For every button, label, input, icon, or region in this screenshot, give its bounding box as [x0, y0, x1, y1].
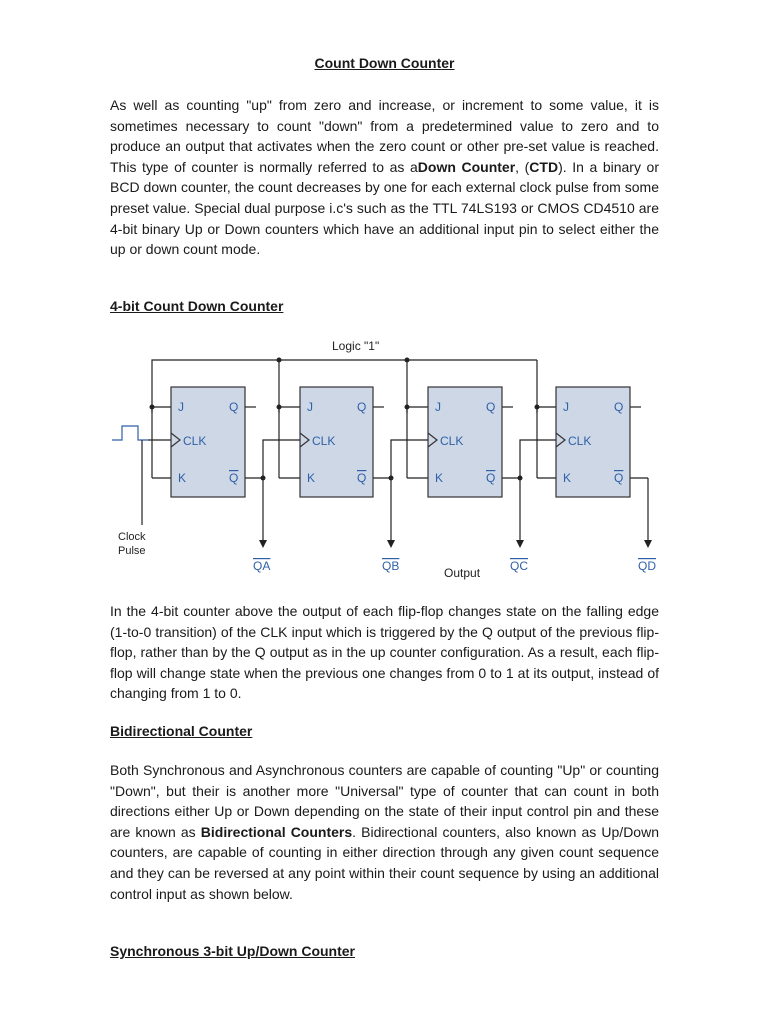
ff4-clk-label: CLK	[568, 434, 592, 448]
clock-label-line2: Pulse	[118, 545, 146, 557]
output-qd: QD	[638, 559, 656, 573]
intro-text-3: ). In a binary or BCD down counter, the count decreases by one for each external clock pulse from some preset value. Special dual purpose i.c's such as the TTL 74LS193 or CMOS CD4510 are 4-bit binary Up or Down counters which have an additional input pin to select either the up or down count mode.	[110, 158, 659, 258]
ff2-clk-label: CLK	[312, 434, 336, 448]
clock-label-line1: Clock	[118, 531, 146, 543]
ff4-qbar-label: Q	[614, 471, 624, 485]
intro-paragraph	[110, 95, 659, 260]
output-qa: QA	[253, 559, 271, 573]
intro-text-1: As well as counting "up" from zero and increase, or increment to some value, it is sometimes necessary to count "down" from a predetermined value to zero and to produce an output that activates when the zero count or other pre-set value is reached. This type of counter is normally referred to as a	[110, 97, 659, 175]
ff3-j-label: J	[435, 400, 441, 414]
output-qc: QC	[510, 559, 528, 573]
ff2-qbar-label: Q	[357, 471, 367, 485]
flip-flop-1	[171, 387, 245, 497]
intro-bold-ctd: CTD	[529, 158, 559, 175]
ff1-qbar-label: Q	[229, 471, 239, 485]
section-heading-updown: Synchronous 3-bit Up/Down Counter	[110, 943, 355, 959]
count-down-counter-diagram	[110, 330, 670, 590]
ff4-k-label: K	[563, 471, 572, 485]
ff2-q-label: Q	[357, 400, 367, 414]
bidir-text-1: Both Synchronous and Asynchronous counters are capable of counting "Up" or counting "Down", but their is another more "Universal" type of counter that can count in both directions either Up or Down depending on the state of their input control pin and these are known as	[110, 762, 659, 840]
explanation-paragraph: In the 4-bit counter above the output of each flip-flop changes state on the falling edge (1-to-0 transition) of the CLK input which is triggered by the Q output of the previous flip-flop, rather than by the Q output as in the up counter configuration. As a result, each flip-flop will change state when the previous one changes from 0 to 1 at its output, instead of changing from 1 to 0.	[110, 603, 659, 702]
output-arrows	[259, 540, 652, 548]
flip-flop-2	[300, 387, 373, 497]
intro-bold-down-counter: Down Counter	[417, 158, 516, 175]
section-heading-4bit: 4-bit Count Down Counter	[110, 298, 284, 314]
flip-flop-4	[556, 387, 630, 497]
ff3-k-label: K	[435, 471, 444, 485]
ff3-qbar-label: Q	[486, 471, 496, 485]
ff4-j-label: J	[563, 400, 569, 414]
ff1-q-label: Q	[229, 400, 239, 414]
ff1-k-label: K	[178, 471, 187, 485]
ff1-j-label: J	[178, 400, 184, 414]
section-heading-bidirectional: Bidirectional Counter	[110, 723, 253, 739]
intro-text-2: , (	[515, 158, 530, 175]
ff1-clk-label: CLK	[183, 434, 207, 448]
ff4-q-label: Q	[614, 400, 624, 414]
logic-one-label: Logic "1"	[332, 339, 380, 353]
bidirectional-paragraph	[110, 760, 659, 904]
ff2-k-label: K	[307, 471, 316, 485]
flip-flop-3	[428, 387, 502, 497]
output-label: Output	[444, 566, 481, 580]
bidir-bold-term: Bidirectional Counters	[200, 823, 353, 840]
page-title: Count Down Counter	[314, 55, 455, 71]
ff2-j-label: J	[307, 400, 313, 414]
ff3-clk-label: CLK	[440, 434, 464, 448]
output-qb: QB	[382, 559, 400, 573]
ff3-q-label: Q	[486, 400, 496, 414]
bidir-text-2: . Bidirectional counters, also known as Up/Down counters, are capable of counting in either direction through any given count sequence and they can be reversed at any point within their count sequence by using an additional control input as shown below.	[110, 823, 659, 902]
